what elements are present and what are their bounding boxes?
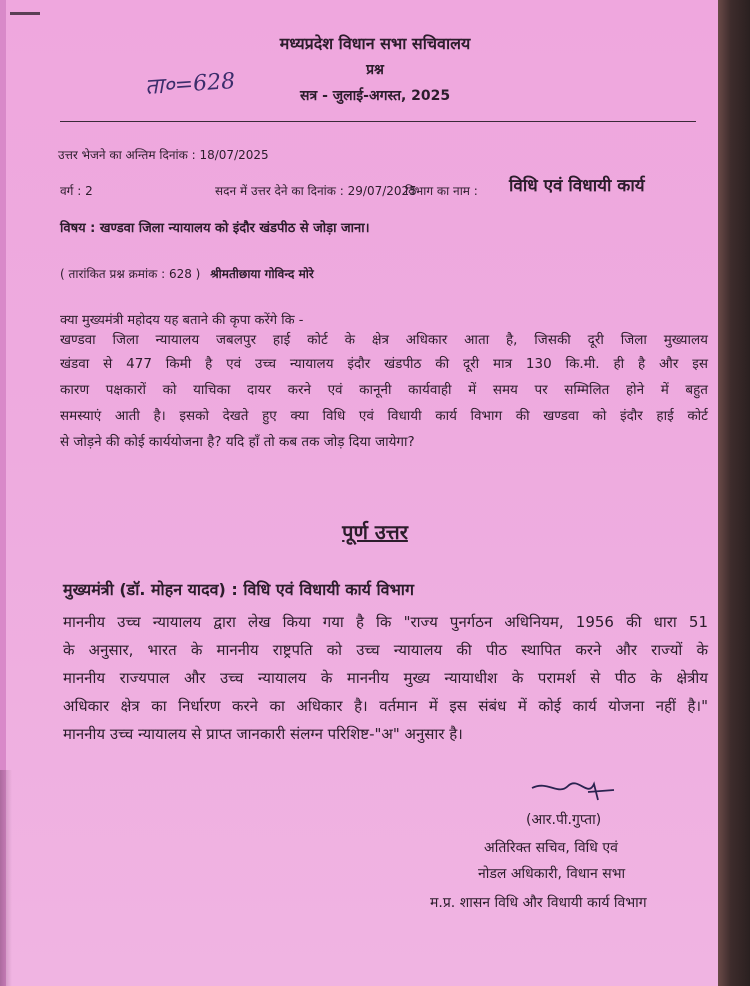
member-name: श्रीमतीछाया गोविन्द मोरे [210, 267, 314, 281]
handwritten-number: ता०=628 [144, 68, 236, 101]
signatory-designation-2: नोडल अधिकारी, विधान सभा [478, 866, 626, 882]
question-ref-line [60, 265, 314, 282]
answer-line: अधिकार क्षेत्र का निर्धारण करने का अधिकार है। वर्तमान में इस संबंध में कोई कार्य योजना नहीं है।" [63, 697, 708, 715]
page-shadow [0, 770, 12, 986]
question-line: से जोड़ने की कोई कार्ययोजना है? यदि हाँ तो कब तक जोड़ दिया जायेगा? [60, 434, 415, 450]
answer-line: माननीय उच्च न्यायालय द्वारा लेख किया गया है कि "राज्य पुनर्गठन अधिनियम, 1956 की धारा 51 [63, 613, 708, 631]
question-line: खंडवा से 477 किमी है एवं उच्च न्यायालय इंदौर खंडपीठ की दूरी मात्र 130 कि.मी. ही है और इस [60, 356, 708, 372]
pen-mark [10, 12, 40, 15]
answer-title: पूर्ण उत्तर [342, 520, 408, 544]
category-label: वर्ग : 2 [60, 184, 93, 198]
question-label: प्रश्न [366, 62, 384, 78]
signatory-designation-3: म.प्र. शासन विधि और विधायी कार्य विभाग [430, 895, 647, 911]
signatory-designation-1: अतिरिक्त सचिव, विधि एवं [484, 840, 618, 856]
last-date-line: उत्तर भेजने का अन्तिम दिनांक : 18/07/2025 [58, 148, 269, 162]
answer-line: माननीय उच्च न्यायालय से प्राप्त जानकारी संलग्न परिशिष्ट-"अ" अनुसार है। [63, 725, 463, 743]
answer-line: के अनुसार, भारत के माननीय राष्ट्रपति को उच्च न्यायालय की पीठ स्थापित करने और राज्यों के [63, 641, 708, 659]
answer-date-line: सदन में उत्तर देने का दिनांक : 29/07/2025 [215, 184, 417, 198]
header-divider [60, 121, 696, 122]
question-number: ( तारांकित प्रश्न क्रमांक : 628 ) [60, 267, 201, 281]
subject-line: विषय : खण्डवा जिला न्यायालय को इंदौर खंडपीठ से जोड़ा जाना। [60, 221, 370, 236]
department-name: विधि एवं विधायी कार्य [509, 176, 645, 196]
secretariat-heading: मध्यप्रदेश विधान सभा सचिवालय [279, 34, 471, 53]
department-label: विभाग का नाम : [405, 184, 478, 198]
handwritten-signature [528, 778, 618, 808]
question-intro: क्या मुख्यमंत्री महोदय यह बताने की कृपा करेंगे कि - [60, 313, 304, 328]
signatory-name: (आर.पी.गुप्ता) [526, 812, 602, 828]
question-line: समस्याएं आती है। इसको देखते हुए क्या विधि एवं विधायी कार्य विभाग की खण्डवा को इंदौर हाई कोर्ट [60, 408, 708, 424]
minister-line: मुख्यमंत्री (डॉ. मोहन यादव) : विधि एवं विधायी कार्य विभाग [63, 580, 414, 599]
question-line: खण्डवा जिला न्यायालय जबलपुर हाई कोर्ट के क्षेत्र अधिकार आता है, जिसकी दूरी जिला मुख्यालय [60, 332, 708, 348]
session-line: सत्र - जुलाई-अगस्त, 2025 [300, 88, 451, 104]
answer-line: माननीय राज्यपाल और उच्च न्यायालय के माननीय मुख्य न्यायाधीश के परामर्श से पीठ के क्षेत्रीय [63, 669, 708, 687]
question-line: कारण पक्षकारों को याचिका दायर करने एवं कानूनी कार्यवाही में समय पर सम्मिलित होने में बहुत [60, 382, 708, 398]
